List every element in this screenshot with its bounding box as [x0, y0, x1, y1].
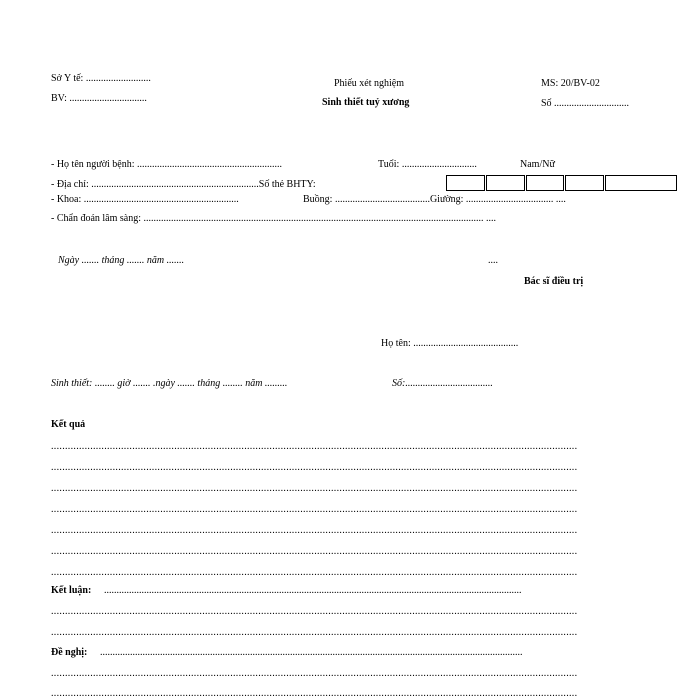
so-y-te-line: Sở Y tế: .......................... — [51, 73, 151, 84]
form-name: Phiếu xét nghiệm — [334, 78, 404, 89]
patient-age-line: Tuổi: .............................. — [378, 159, 477, 170]
result-line: ............................................................................................................................................................................................ — [51, 546, 578, 557]
form-title: Sinh thiết tuỷ xương — [322, 97, 410, 108]
request-date: Ngày ....... tháng ....... năm ....... — [58, 255, 185, 266]
insurance-box-1 — [446, 175, 485, 191]
patient-department-line: - Khoa: .............................................................. — [51, 194, 239, 205]
clinical-diagnosis-line: - Chẩn đoán lâm sàng: ........................................................................................................................................ .... — [51, 213, 496, 224]
biopsy-time-line: Sinh thiết: ........ giờ ....... .ngày ....... tháng ........ năm ......... — [51, 378, 288, 389]
insurance-box-3 — [526, 175, 564, 191]
result-heading: Kết quả — [51, 419, 86, 430]
patient-room-bed-line: Buồng: ......................................Giường: ................................... .... — [303, 194, 566, 205]
result-line: ............................................................................................................................................................................................ — [51, 504, 578, 515]
insurance-box-5 — [605, 175, 677, 191]
patient-gender: Nam/Nữ — [520, 159, 555, 170]
recommendation-line: ............................................................................................................................................................................................ — [51, 668, 578, 679]
result-line: ............................................................................................................................................................................................ — [51, 441, 578, 452]
result-line: ............................................................................................................................................................................................ — [51, 567, 578, 578]
form-number: Số .............................. — [541, 98, 630, 109]
result-line: ............................................................................................................................................................................................ — [51, 525, 578, 536]
doctor-name-line: Họ tên: .......................................... — [381, 338, 519, 349]
recommendation-fill: ......................................................................................................................................................................... — [100, 647, 523, 658]
conclusion-line: ............................................................................................................................................................................................ — [51, 606, 578, 617]
request-dots: .... — [488, 255, 498, 266]
patient-name-line: - Họ tên người bệnh: .......................................................... — [51, 159, 282, 170]
conclusion-fill: ....................................................................................................................................................................... — [104, 585, 522, 596]
treating-doctor-label: Bác sĩ điều trị — [524, 276, 584, 287]
bv-line: BV: ............................... — [51, 93, 147, 104]
recommendation-label: Đề nghị: — [51, 647, 88, 658]
form-code: MS: 20/BV-02 — [541, 78, 600, 89]
patient-address-line: - Địa chỉ: ...................................................................Số thẻ BHTY: — [51, 179, 316, 190]
result-line: ............................................................................................................................................................................................ — [51, 483, 578, 494]
biopsy-number: Số:................................... — [392, 378, 493, 389]
insurance-box-2 — [486, 175, 525, 191]
result-line: ............................................................................................................................................................................................ — [51, 462, 578, 473]
conclusion-label: Kết luận: — [51, 585, 92, 596]
recommendation-line: ............................................................................................................................................................................................ — [51, 688, 578, 699]
conclusion-line: ............................................................................................................................................................................................ — [51, 627, 578, 638]
insurance-box-4 — [565, 175, 604, 191]
